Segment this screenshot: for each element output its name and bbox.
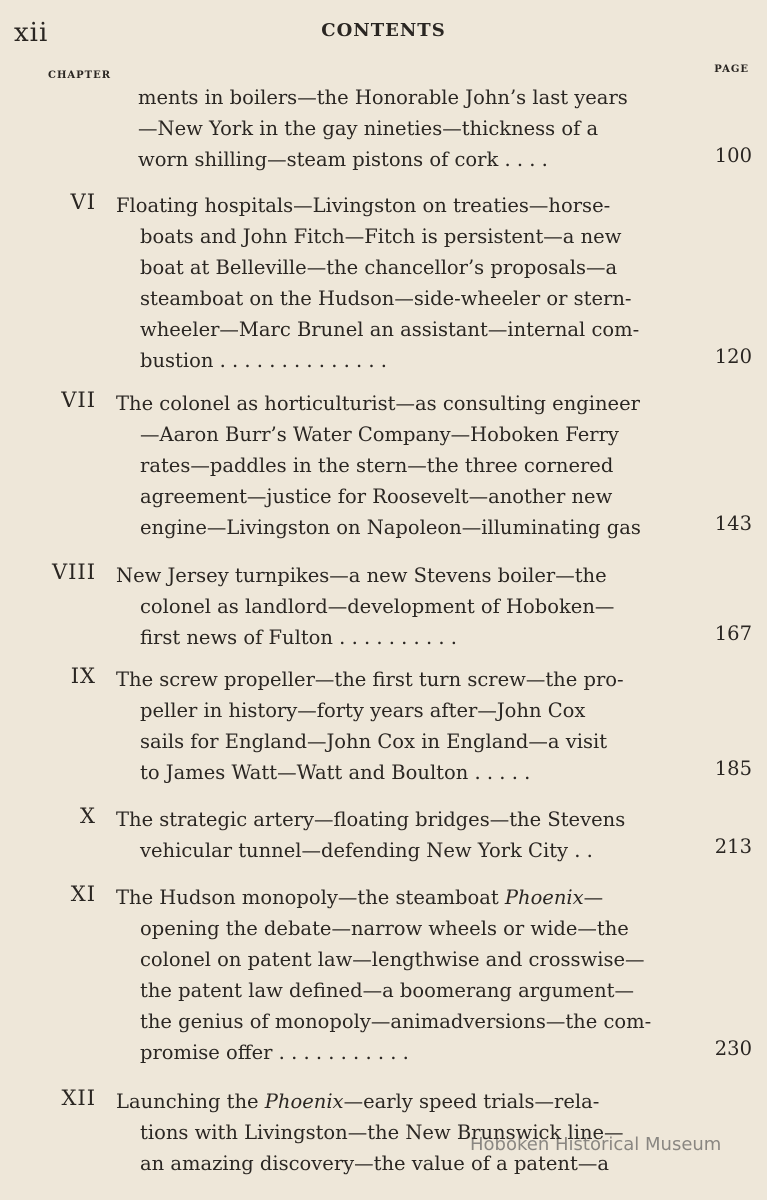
entry-line: The screw propeller—the first turn screw—the pro- — [116, 668, 624, 691]
entry-line: Launching the Phoenix—early speed trials—rela- — [116, 1090, 600, 1113]
chapter-numeral: VII — [61, 388, 96, 412]
chapter-column-label: CHAPTER — [48, 70, 112, 81]
chapter-numeral: XII — [61, 1086, 96, 1110]
entry-line: an amazing discovery—the value of a patent—a — [140, 1152, 609, 1175]
entry-text — [116, 560, 690, 653]
entry-line: ments in boilers—the Honorable John’s last years — [138, 86, 628, 109]
entry-line: —Aaron Burr’s Water Company—Hoboken Ferry — [140, 423, 619, 446]
museum-watermark: Hoboken Historical Museum — [470, 1134, 722, 1155]
entry-line: New Jersey turnpikes—a new Stevens boiler—the — [116, 564, 607, 587]
entry-text — [116, 664, 690, 788]
entry-line: bustion . . . . . . . . . . . . . . — [140, 349, 387, 372]
entry-line: promise offer . . . . . . . . . . . — [140, 1041, 409, 1064]
entry-page: 100 — [714, 144, 752, 167]
entry-line: tions with Livingston—the New Brunswick line— — [140, 1121, 624, 1144]
page-number: xii — [14, 18, 49, 48]
entry-line: the patent law defined—a boomerang argument— — [140, 979, 634, 1002]
entry-line: peller in history—forty years after—John Cox — [140, 699, 586, 722]
page-title: CONTENTS — [321, 20, 446, 41]
entry-line: The colonel as horticulturist—as consulting engineer — [116, 392, 640, 415]
entry-page: 185 — [714, 757, 752, 780]
chapter-numeral: VI — [70, 190, 96, 214]
entry-line: wheeler—Marc Brunel an assistant—internal com- — [140, 318, 640, 341]
chapter-numeral: IX — [70, 664, 96, 688]
chapter-numeral: XI — [70, 882, 96, 906]
entry-line: agreement—justice for Roosevelt—another new — [140, 485, 613, 508]
entry-line: The strategic artery—floating bridges—the Stevens — [116, 808, 626, 831]
entry-line: colonel on patent law—lengthwise and crosswise— — [140, 948, 645, 971]
entry-line: —New York in the gay nineties—thickness of a — [138, 117, 599, 140]
entry-line: steamboat on the Hudson—side-wheeler or stern- — [140, 287, 632, 310]
entry-page: 230 — [714, 1037, 752, 1060]
page-column-label: PAGE — [714, 64, 749, 75]
entry-line: Floating hospitals—Livingston on treaties—horse- — [116, 194, 611, 217]
entry-line: first news of Fulton . . . . . . . . . . — [140, 626, 457, 649]
entry-page: 167 — [714, 622, 752, 645]
entry-line: rates—paddles in the stern—the three cornered — [140, 454, 614, 477]
entry-line: engine—Livingston on Napoleon—illuminating gas — [140, 516, 641, 539]
entry-line: opening the debate—narrow wheels or wide—the — [140, 917, 629, 940]
entry-line: boats and John Fitch—Fitch is persistent—a new — [140, 225, 622, 248]
entry-text — [116, 1086, 690, 1179]
entry-page: 120 — [714, 345, 752, 368]
entry-text — [116, 190, 690, 376]
entry-text — [116, 882, 690, 1068]
entry-line: to James Watt—Watt and Boulton . . . . . — [140, 761, 531, 784]
entry-line: colonel as landlord—development of Hoboken— — [140, 595, 615, 618]
entry-line: vehicular tunnel—defending New York City . . — [140, 839, 593, 862]
entry-page: 143 — [714, 512, 752, 535]
entry-line: the genius of monopoly—animadversions—the com- — [140, 1010, 652, 1033]
entry-line: worn shilling—steam pistons of cork . . . . — [138, 148, 548, 171]
entry-text — [116, 388, 690, 543]
entry-text — [116, 804, 690, 866]
chapter-numeral: X — [80, 804, 96, 828]
entry-line: The Hudson monopoly—the steamboat Phoenix— — [116, 886, 604, 909]
entry-text — [138, 82, 698, 175]
entry-line: sails for England—John Cox in England—a visit — [140, 730, 608, 753]
chapter-numeral: VIII — [51, 560, 96, 584]
entry-line: boat at Belleville—the chancellor’s proposals—a — [140, 256, 618, 279]
entry-page: 213 — [714, 835, 752, 858]
